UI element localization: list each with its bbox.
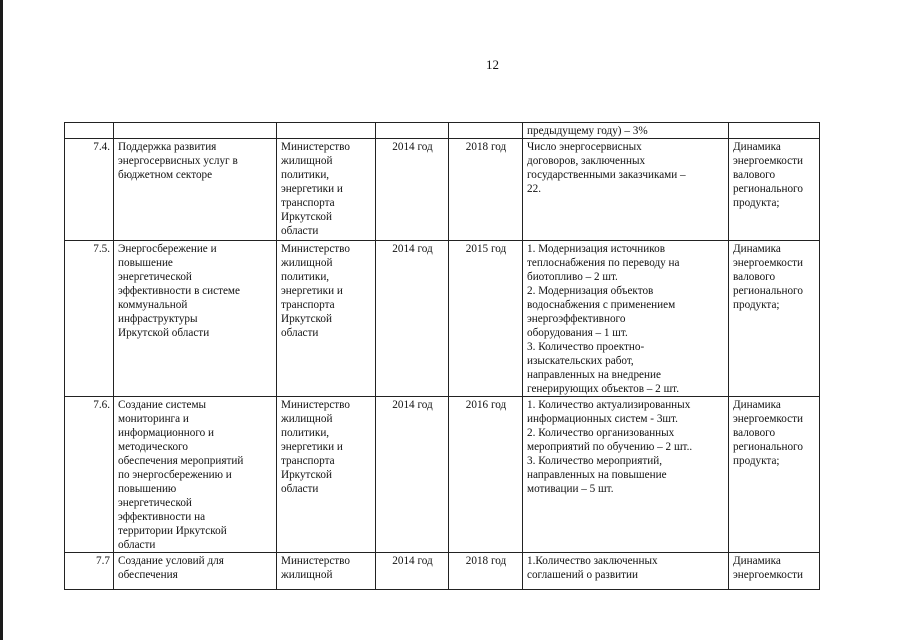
text-line: энергоемкости [733, 155, 804, 167]
text-line: Энергосбережение и [118, 243, 217, 255]
cell-end: 2016 год [449, 397, 523, 553]
text-line: обеспечения [118, 569, 178, 581]
text-line: транспорта [281, 455, 335, 467]
text-line: повышению [118, 483, 177, 495]
text-line: генерирующих объектов – 2 шт. [527, 383, 680, 395]
text-line: изыскательских работ, [527, 355, 634, 367]
text-line: 2. Количество организованных [527, 427, 675, 439]
text-line: Иркутской [281, 211, 332, 223]
text-line: оборудования – 1 шт. [527, 327, 628, 339]
cell-org [277, 123, 376, 139]
cell-name [114, 241, 277, 397]
text-line: жилищной [281, 569, 333, 581]
text-line: 22. [527, 183, 541, 195]
cell-end [449, 123, 523, 139]
text-line: договоров, заключенных [527, 155, 646, 167]
cell-num: 7.6. [65, 397, 114, 553]
text-line: продукта; [733, 455, 780, 467]
text-line: Динамика [733, 141, 781, 153]
text-line: государственными заказчиками – [527, 169, 686, 181]
cell-indicator [729, 397, 820, 553]
text-line: энергоемкости [733, 257, 804, 269]
text-line: предыдущему году) – 3% [527, 125, 648, 137]
text-line: Министерство [281, 399, 350, 411]
text-line: энергосервисных услуг в [118, 155, 238, 167]
text-line: Иркутской области [118, 327, 210, 339]
text-line: продукта; [733, 299, 780, 311]
text-line: водоснабжения с применением [527, 299, 676, 311]
text-line: соглашений о развитии [527, 569, 638, 581]
text-line: политики, [281, 169, 330, 181]
text-line: энергоэффективного [527, 313, 626, 325]
text-line: 3. Количество мероприятий, [527, 455, 663, 467]
text-line: Министерство [281, 555, 350, 567]
cell-result [523, 397, 729, 553]
text-line: по энергосбережению и [118, 469, 232, 481]
measures-table [64, 122, 820, 590]
cell-org [277, 241, 376, 397]
text-line: продукта; [733, 197, 780, 209]
cell-result [523, 139, 729, 241]
cell-org [277, 553, 376, 590]
text-line: Динамика [733, 399, 781, 411]
text-line: мероприятий по обучению – 2 шт.. [527, 441, 693, 453]
page-number: 12 [486, 57, 499, 72]
text-line: информационного и [118, 427, 215, 439]
text-line: Министерство [281, 141, 350, 153]
table-row-continuation [65, 123, 820, 139]
cell-name [114, 553, 277, 590]
text-line: политики, [281, 271, 330, 283]
text-line: биотопливо – 2 шт. [527, 271, 618, 283]
cell-end: 2018 год [449, 139, 523, 241]
text-line: транспорта [281, 197, 335, 209]
text-line: жилищной [281, 257, 333, 269]
text-line: регионального [733, 285, 803, 297]
table-row-7-4 [65, 139, 820, 241]
text-line: обеспечения мероприятий [118, 455, 244, 467]
text-line: мониторинга и [118, 413, 189, 425]
cell-indicator [729, 123, 820, 139]
text-line: 1. Модернизация источников [527, 243, 665, 255]
cell-end: 2018 год [449, 553, 523, 590]
cell-indicator [729, 553, 820, 590]
text-line: Создание условий для [118, 555, 224, 567]
cell-org [277, 397, 376, 553]
cell-num: 7.7 [65, 553, 114, 590]
cell-indicator [729, 139, 820, 241]
cell-name [114, 397, 277, 553]
cell-num [65, 123, 114, 139]
text-line: Иркутской [281, 313, 332, 325]
cell-name [114, 139, 277, 241]
text-line: 1. Количество актуализированных [527, 399, 691, 411]
text-line: направленных на повышение [527, 469, 667, 481]
text-line: Число энергосервисных [527, 141, 642, 153]
text-line: валового [733, 427, 776, 439]
text-line: инфраструктуры [118, 313, 198, 325]
text-line: энергоемкости [733, 569, 804, 581]
text-line: транспорта [281, 299, 335, 311]
table-row-7-6 [65, 397, 820, 553]
text-line: жилищной [281, 413, 333, 425]
text-line: мотивации – 5 шт. [527, 483, 614, 495]
text-line: повышение [118, 257, 173, 269]
text-line: регионального [733, 183, 803, 195]
cell-start: 2014 год [376, 397, 449, 553]
cell-num: 7.5. [65, 241, 114, 397]
text-line: энергетической [118, 497, 192, 509]
text-line: области [281, 225, 319, 237]
text-line: Иркутской [281, 469, 332, 481]
text-line: бюджетном секторе [118, 169, 213, 181]
table-row-7-5 [65, 241, 820, 397]
text-line: энергетики и [281, 285, 343, 297]
text-line: Динамика [733, 243, 781, 255]
page-left-border [0, 0, 3, 640]
cell-start: 2014 год [376, 139, 449, 241]
text-line: Министерство [281, 243, 350, 255]
text-line: валового [733, 169, 776, 181]
text-line: Создание системы [118, 399, 207, 411]
text-line: территории Иркутской [118, 525, 227, 537]
text-line: жилищной [281, 155, 333, 167]
text-line: области [281, 483, 319, 495]
cell-num: 7.4. [65, 139, 114, 241]
text-line: политики, [281, 427, 330, 439]
text-line: 2. Модернизация объектов [527, 285, 654, 297]
cell-end: 2015 год [449, 241, 523, 397]
text-line: энергетики и [281, 183, 343, 195]
text-line: регионального [733, 441, 803, 453]
cell-start: 2014 год [376, 553, 449, 590]
text-line: энергетической [118, 271, 192, 283]
cell-result [523, 241, 729, 397]
text-line: Динамика [733, 555, 781, 567]
table-row-7-7 [65, 553, 820, 590]
text-line: валового [733, 271, 776, 283]
text-line: энергетики и [281, 441, 343, 453]
cell-indicator [729, 241, 820, 397]
cell-start: 2014 год [376, 241, 449, 397]
cell-result [523, 553, 729, 590]
text-line: области [281, 327, 319, 339]
cell-result [523, 123, 729, 139]
cell-org [277, 139, 376, 241]
text-line: Поддержка развития [118, 141, 217, 153]
text-line: 1.Количество заключенных [527, 555, 658, 567]
text-line: коммунальной [118, 299, 188, 311]
text-line: методического [118, 441, 188, 453]
cell-start [376, 123, 449, 139]
text-line: теплоснабжения по переводу на [527, 257, 680, 269]
text-line: эффективности в системе [118, 285, 240, 297]
text-line: 3. Количество проектно- [527, 341, 645, 353]
text-line: информационных систем - 3шт. [527, 413, 678, 425]
text-line: эффективности на [118, 511, 206, 523]
text-line: энергоемкости [733, 413, 804, 425]
cell-name [114, 123, 277, 139]
text-line: области [118, 539, 156, 551]
text-line: направленных на внедрение [527, 369, 661, 381]
